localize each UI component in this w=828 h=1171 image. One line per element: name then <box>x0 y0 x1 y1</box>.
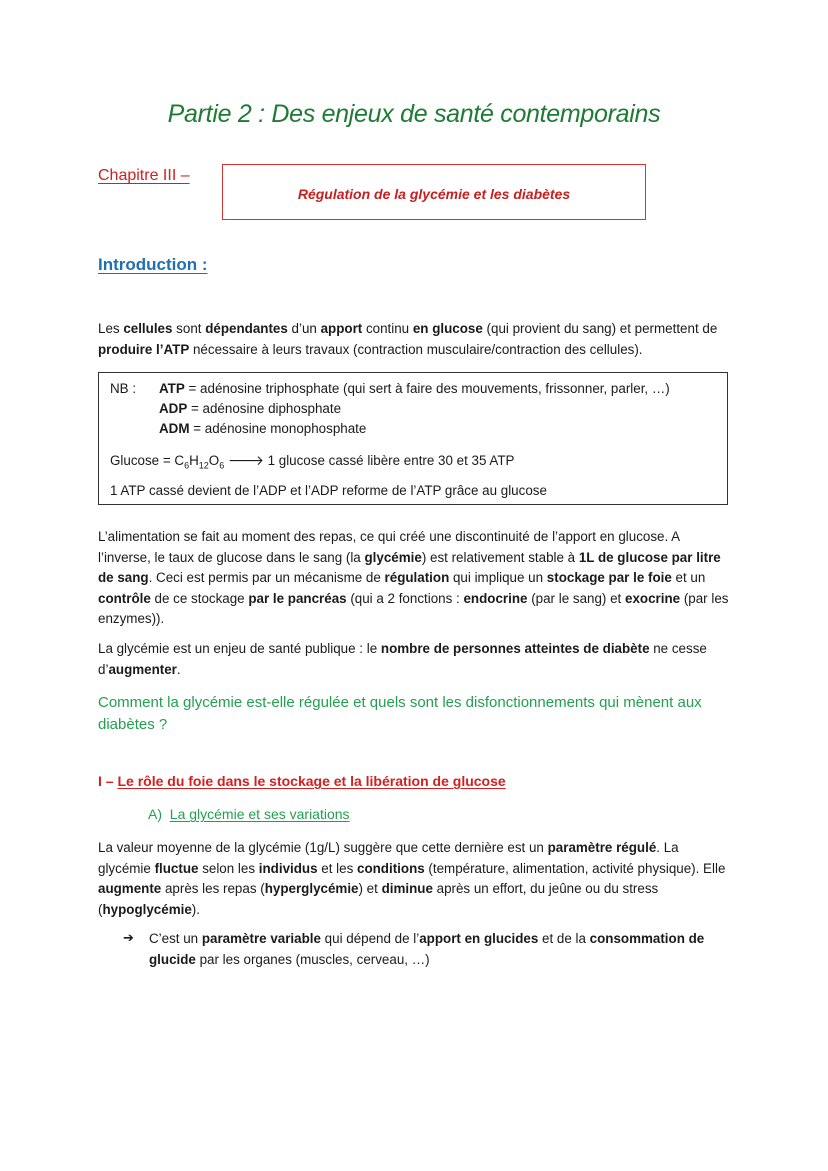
nb-text: = adénosine monophosphate <box>189 421 367 436</box>
bold-text: augmente <box>98 881 162 896</box>
text-run: L’alimentation se fait au moment des repas, ce qui créé une discontinuité de l’apport en glucose. A l’inverse, le taux de glucose dans le sang (la <box>98 529 680 565</box>
glucose-formula-line: $Glucose = C_6H_{12}O_6$ 🡒 1 glucose cassé libère entre 30 et 35 ATP <box>110 453 515 471</box>
conclusion-text <box>149 929 739 970</box>
problem-question: Comment la glycémie est-elle régulée et quels sont les disfonctionnements qui mènent aux diabètes ? <box>98 694 702 733</box>
text-run: (température, alimentation, activité physique). Elle <box>424 860 726 876</box>
text-run: (qui a 2 fonctions : <box>346 590 464 606</box>
nb-definition-atp <box>159 379 670 399</box>
text-run: ) et <box>358 881 382 896</box>
bold-text: paramètre variable <box>201 931 321 946</box>
right-arrow-icon: 🡒 <box>227 454 264 469</box>
part-title: Partie 2 : Des enjeux de santé contemporains <box>167 100 661 128</box>
atp-cycle-line: 1 ATP cassé devient de l’ADP et l’ADP reforme de l’ATP grâce au glucose <box>110 483 547 498</box>
bold-text: glycémie <box>364 549 422 565</box>
text-run: et de la <box>538 931 590 946</box>
section-heading-1: I – Le rôle du foie dans le stockage et la libération de glucose <box>98 773 506 789</box>
bold-text: hyperglycémie <box>264 881 359 896</box>
bold-text: contrôle <box>98 590 151 606</box>
text-run: . La glycémie <box>98 840 679 876</box>
nb-text: = adénosine diphosphate <box>187 401 342 416</box>
chapter-title: Régulation de la glycémie et les diabètes <box>297 186 571 202</box>
chapter-label: Chapitre III – <box>98 167 190 184</box>
text-run: par les organes (muscles, cerveau, …) <box>195 951 430 967</box>
text-run: (par le sang) et <box>527 590 625 606</box>
bold-text: dépendantes <box>205 321 288 336</box>
text-run: La valeur moyenne de la glycémie (1g/L) suggère que cette dernière est un <box>98 840 548 855</box>
text-run: nécessaire à leurs travaux (contraction musculaire/contraction des cellules). <box>189 341 643 357</box>
text-run: continu <box>362 321 413 336</box>
text-run: sont <box>172 321 206 336</box>
bold-text: 1L de glucose par litre de sang <box>98 549 721 585</box>
nb-term: ADM <box>159 421 190 436</box>
introduction-heading: Introduction : <box>98 255 208 274</box>
text-run: qui dépend de l’ <box>320 931 420 946</box>
text-run: . Ceci est permis par un mécanisme de <box>148 570 385 585</box>
subsection-heading-a: A) La glycémie et ses variations <box>148 806 350 822</box>
glycemia-paragraph <box>98 527 733 630</box>
text-run: et les <box>317 860 357 876</box>
bold-text: régulation <box>384 570 450 585</box>
nb-box <box>98 372 728 505</box>
bold-text: paramètre régulé <box>547 840 657 855</box>
bold-text: stockage par le foie <box>546 570 672 585</box>
text-run: (par les enzymes)). <box>98 590 729 626</box>
nb-label: NB : <box>110 381 137 396</box>
bold-text: hypoglycémie <box>102 901 192 917</box>
chapter-title-box <box>222 164 646 220</box>
text-run: Les <box>98 321 124 336</box>
bold-text: apport en glucides <box>419 931 539 946</box>
text-run: selon les <box>198 860 259 876</box>
bold-text: conditions <box>357 860 425 876</box>
text-run: qui implique un <box>449 570 547 585</box>
bold-text: augmenter <box>108 661 177 677</box>
text-run: ) est relativement stable à <box>421 549 579 565</box>
bold-text: par le pancréas <box>248 590 347 606</box>
text-run: d’un <box>287 321 321 336</box>
nb-text: = adénosine triphosphate (qui sert à faire des mouvements, frissonner, parler, …) <box>184 381 670 396</box>
text-run: après les repas ( <box>161 881 265 896</box>
bold-text: en glucose <box>412 321 483 336</box>
bold-text: apport <box>320 321 363 336</box>
text-run: après un effort, du jeûne ou du stress ( <box>98 881 659 917</box>
text-run: ne cesse d’ <box>98 641 707 677</box>
bold-text: nombre de personnes atteintes de diabète <box>380 641 650 656</box>
arrow-bullet-icon: ➔ <box>123 931 134 946</box>
bold-text: produire l’ATP <box>98 341 190 357</box>
bold-text: cellules <box>123 321 173 336</box>
bold-text: endocrine <box>463 590 528 606</box>
text-run: et un <box>671 570 706 585</box>
nb-definition-adp <box>159 399 341 419</box>
public-health-paragraph <box>98 639 733 680</box>
bold-text: fluctue <box>154 860 199 876</box>
bold-text: consommation de glucide <box>149 931 705 967</box>
text-run: C’est un <box>149 931 202 946</box>
nb-term: ADP <box>159 401 188 416</box>
text-run: de ce stockage <box>150 590 249 606</box>
text-run: (qui provient du sang) et permettent de <box>482 321 718 336</box>
bold-text: diminue <box>381 881 433 896</box>
bold-text: exocrine <box>625 590 681 606</box>
intro-paragraph <box>98 319 733 360</box>
text-run: ). <box>191 901 200 917</box>
nb-term: ATP <box>159 381 185 396</box>
bold-text: individus <box>258 860 318 876</box>
nb-definition-adm <box>159 419 366 439</box>
variation-paragraph <box>98 838 733 920</box>
text-run: La glycémie est un enjeu de santé publique : le <box>98 641 381 656</box>
text-run: . <box>176 661 181 677</box>
